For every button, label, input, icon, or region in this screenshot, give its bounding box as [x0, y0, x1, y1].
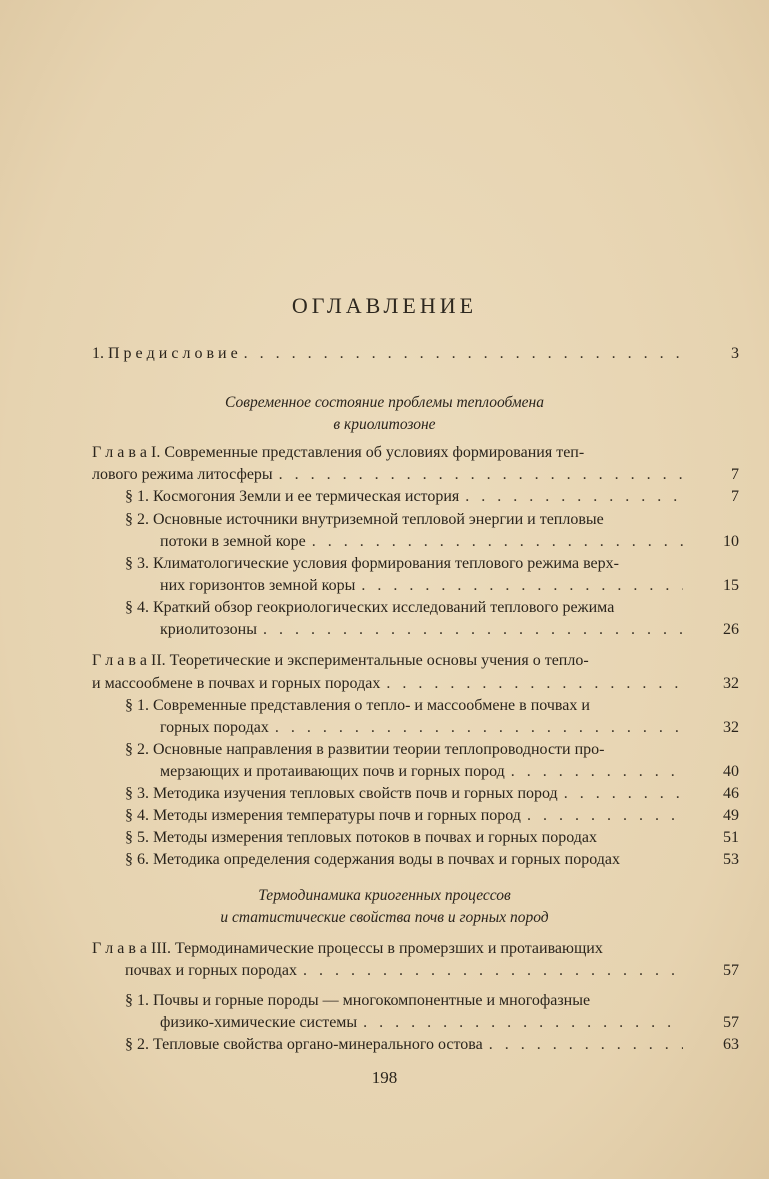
section-heading-line1: Термодинамика криогенных процессов: [258, 887, 511, 904]
toc-item[interactable]: § 1. Современные представления о тепло- и массообмене в почвах и: [125, 697, 590, 714]
chapter-3-line1[interactable]: Г л а в а III. Термодинамические процессы в промерзших и протаивающих: [92, 940, 603, 957]
toc-item-continuation[interactable]: потоки в земной коре . . .: [160, 533, 689, 551]
page-number: 53: [723, 851, 739, 868]
dot-leader: [386, 675, 683, 693]
chapter-2-line1[interactable]: Г л а в а II. Теоретические и экспериментальные основы учения о тепло-: [92, 652, 589, 669]
page-number: 15: [723, 577, 739, 594]
dot-leader: [361, 577, 683, 595]
page-number: 32: [723, 719, 739, 736]
chapter-1-line2[interactable]: лового режима литосферы . . .: [92, 466, 689, 484]
page-number: 57: [723, 1014, 739, 1031]
toc-item[interactable]: § 6. Методика определения содержания воды в почвах и горных породах: [125, 851, 621, 868]
section-heading-line1: Современное состояние проблемы теплообмена: [225, 394, 544, 411]
toc-item[interactable]: § 3. Климатологические условия формирования теплового режима верх-: [125, 555, 619, 572]
page-number: 32: [723, 675, 739, 692]
dot-leader: [244, 345, 683, 363]
chapter-1-line1[interactable]: Г л а в а I. Современные представления об условиях формирования теп-: [92, 444, 585, 461]
page-number: 7: [731, 466, 739, 483]
page-number: 49: [723, 807, 739, 824]
page-number: 46: [723, 785, 739, 802]
chapter-3-line2[interactable]: почвах и горных породах . . .: [125, 962, 689, 980]
dot-leader: [527, 807, 683, 825]
dot-leader: [263, 621, 683, 639]
dot-leader: [363, 1014, 683, 1032]
page-title: ОГЛАВЛЕНИЕ: [291, 293, 478, 318]
toc-item[interactable]: § 2. Основные направления в развитии теории теплопроводности про-: [125, 741, 605, 758]
dot-leader: [465, 488, 683, 506]
toc-item[interactable]: § 2. Тепловые свойства органо-минерального остова . . .: [125, 1036, 689, 1054]
toc-item[interactable]: § 4. Методы измерения температуры почв и горных пород . . .: [125, 807, 689, 825]
section-heading-line2: в криолитозоне: [333, 416, 436, 433]
dot-leader: [489, 1036, 683, 1054]
toc-item-continuation[interactable]: физико-химические системы . . .: [160, 1014, 689, 1032]
page-number: 57: [723, 962, 739, 979]
toc-item-continuation[interactable]: мерзающих и протаивающих почв и горных пород . . .: [160, 763, 689, 781]
dot-leader: [564, 785, 683, 803]
dot-leader: [312, 533, 683, 551]
toc-entry-preface[interactable]: [92, 345, 689, 363]
page-folio: 198: [371, 1068, 398, 1087]
toc-item-continuation[interactable]: горных породах . . .: [160, 719, 689, 737]
toc-item[interactable]: § 1. Почвы и горные породы — многокомпонентные и многофазные: [125, 992, 591, 1009]
page-number: 10: [723, 533, 739, 550]
page-number: 51: [723, 829, 739, 846]
toc-item[interactable]: § 3. Методика изучения тепловых свойств почв и горных пород . . .: [125, 785, 689, 803]
section-heading-line2: и статистические свойства почв и горных пород: [220, 909, 549, 926]
toc-item[interactable]: § 4. Краткий обзор геокриологических исследований теплового режима: [125, 599, 615, 616]
toc-item[interactable]: § 5. Методы измерения тепловых потоков в почвах и горных породах: [125, 829, 597, 846]
page-number: 63: [723, 1036, 739, 1053]
page-number: 26: [723, 621, 739, 638]
page-number: 40: [723, 763, 739, 780]
dot-leader: [303, 962, 683, 980]
dot-leader: [511, 763, 683, 781]
toc-item-continuation[interactable]: них горизонтов земной коры . . .: [160, 577, 689, 595]
dot-leader: [275, 719, 683, 737]
toc-item-continuation[interactable]: криолитозоны . . .: [160, 621, 689, 639]
toc-item[interactable]: § 1. Космогония Земли и ее термическая история . . .: [125, 488, 689, 506]
toc-item[interactable]: § 2. Основные источники внутриземной тепловой энергии и тепловые: [125, 511, 604, 528]
chapter-2-line2[interactable]: и массообмене в почвах и горных породах . . .: [92, 675, 689, 693]
preface-label: 1. П р е д и с л о в и е: [92, 345, 238, 362]
page-number: 3: [731, 345, 739, 362]
page-number: 7: [731, 488, 739, 505]
dot-leader: [279, 466, 683, 484]
